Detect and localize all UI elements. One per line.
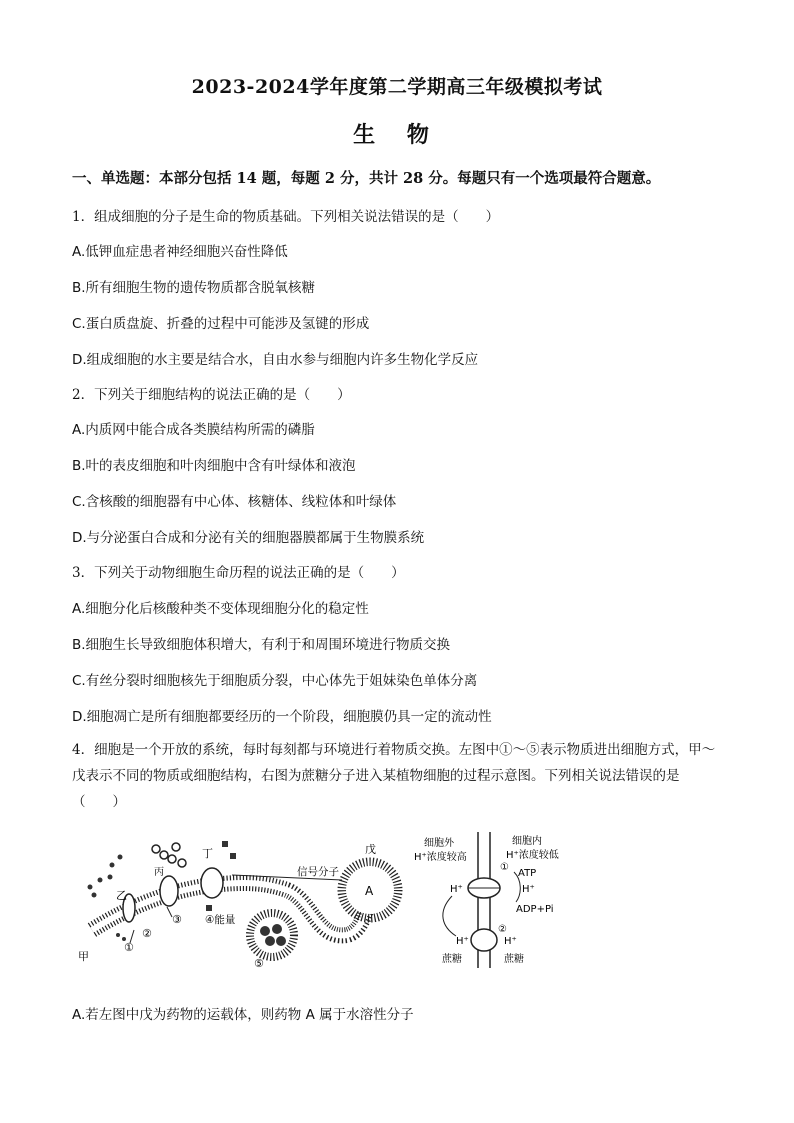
hplus-in2-label: H⁺ — [504, 936, 517, 947]
q2-option-a: A.内质网中能合成各类膜结构所需的磷脂 — [72, 422, 315, 438]
protein-ding — [201, 868, 223, 898]
atp-label: ATP — [518, 868, 537, 879]
q4-option-a: A.若左图中戊为药物的运载体，则药物 A 属于水溶性分子 — [72, 1007, 414, 1023]
wu-label: 戊 — [365, 843, 376, 856]
outside-label: 细胞外 — [424, 838, 454, 849]
hplus-out-label: H⁺ — [450, 884, 463, 895]
exam-title: 2023-2024学年度第二学期高三年级模拟考试 — [191, 76, 603, 98]
subject-title: 生 物 — [353, 122, 441, 148]
q3-option-c: C.有丝分裂时细胞核先于细胞质分裂，中心体先于姐妹染色单体分离 — [72, 673, 478, 689]
q2-option-d: D.与分泌蛋白合成和分泌有关的细胞器膜都属于生物膜系统 — [72, 530, 425, 546]
jia-label: 甲 — [78, 950, 89, 963]
q2-option-c: C.含核酸的细胞器有中心体、核糖体、线粒体和叶绿体 — [72, 494, 397, 510]
n2-label: ② — [142, 927, 152, 940]
endocytic-vesicle — [250, 913, 294, 957]
question-4-stem: 4．细胞是一个开放的系统，每时每刻都与环境进行着物质交换。左图中①～⑤表示物质进出细胞方式，甲～戊表示不同的物质或细胞结构，右图为蔗糖分子进入某植物细胞的过程示意图。下列相关说法错误的是（ ） — [72, 742, 716, 810]
n1-label: ① — [124, 941, 134, 954]
sucrose-in-label: 蔗糖 — [504, 954, 524, 965]
hplus-in-label: H⁺ — [522, 884, 535, 895]
drug-label: A — [365, 884, 374, 898]
section-heading: 一、单选题：本部分包括 14 题，每题 2 分，共计 28 分。每题只有一个选项最符合题意。 — [72, 170, 661, 187]
q2-option-b: B.叶的表皮细胞和叶肉细胞中含有叶绿体和液泡 — [72, 458, 356, 474]
question-1-stem: 1．组成细胞的分子是生命的物质基础。下列相关说法错误的是（ ） — [72, 209, 500, 225]
n2-label: ② — [498, 924, 507, 935]
q3-option-b: B.细胞生长导致细胞体积增大，有利于和周围环境进行物质交换 — [72, 637, 451, 653]
n1-label: ① — [500, 862, 509, 873]
sucrose-cotransporter — [471, 929, 497, 951]
q1-option-b: B.所有细胞生物的遗传物质都含脱氧核糖 — [72, 280, 316, 296]
energy-label: ④能量 — [205, 914, 236, 926]
adp-label: ADP+Pi — [516, 904, 554, 915]
q3-option-a: A.细胞分化后核酸种类不变体现细胞分化的稳定性 — [72, 601, 369, 617]
inside-label: 细胞内 — [512, 836, 542, 847]
sucrose-out-label: 蔗糖 — [442, 954, 462, 965]
membrane-transport-figure — [72, 835, 417, 975]
protein-bing — [160, 876, 178, 906]
q1-option-d: D.组成细胞的水主要是结合水，自由水参与细胞内许多生物化学反应 — [72, 352, 479, 368]
bing-label: 丙 — [154, 867, 164, 878]
q1-option-c: C.蛋白质盘旋、折叠的过程中可能涉及氢键的形成 — [72, 316, 370, 332]
signal-label: 信号分子 — [297, 866, 339, 878]
outside-conc-label: H⁺浓度较高 — [414, 852, 467, 863]
inside-conc-label: H⁺浓度较低 — [506, 850, 559, 861]
yi-label: 乙 — [116, 889, 127, 902]
question-3-stem: 3．下列关于动物细胞生命历程的说法正确的是（ ） — [72, 565, 405, 581]
q3-option-d: D.细胞凋亡是所有细胞都要经历的一个阶段，细胞膜仍具一定的流动性 — [72, 709, 492, 725]
q1-option-a: A.低钾血症患者神经细胞兴奋性降低 — [72, 244, 288, 260]
ding-label: 丁 — [202, 847, 213, 860]
hplus-out2-label: H⁺ — [456, 936, 469, 947]
n3-label: ③ — [172, 913, 182, 926]
question-2-stem: 2．下列关于细胞结构的说法正确的是（ ） — [72, 387, 351, 403]
sucrose-uptake-figure — [412, 832, 582, 972]
n5-label: ⑤ — [254, 957, 264, 970]
